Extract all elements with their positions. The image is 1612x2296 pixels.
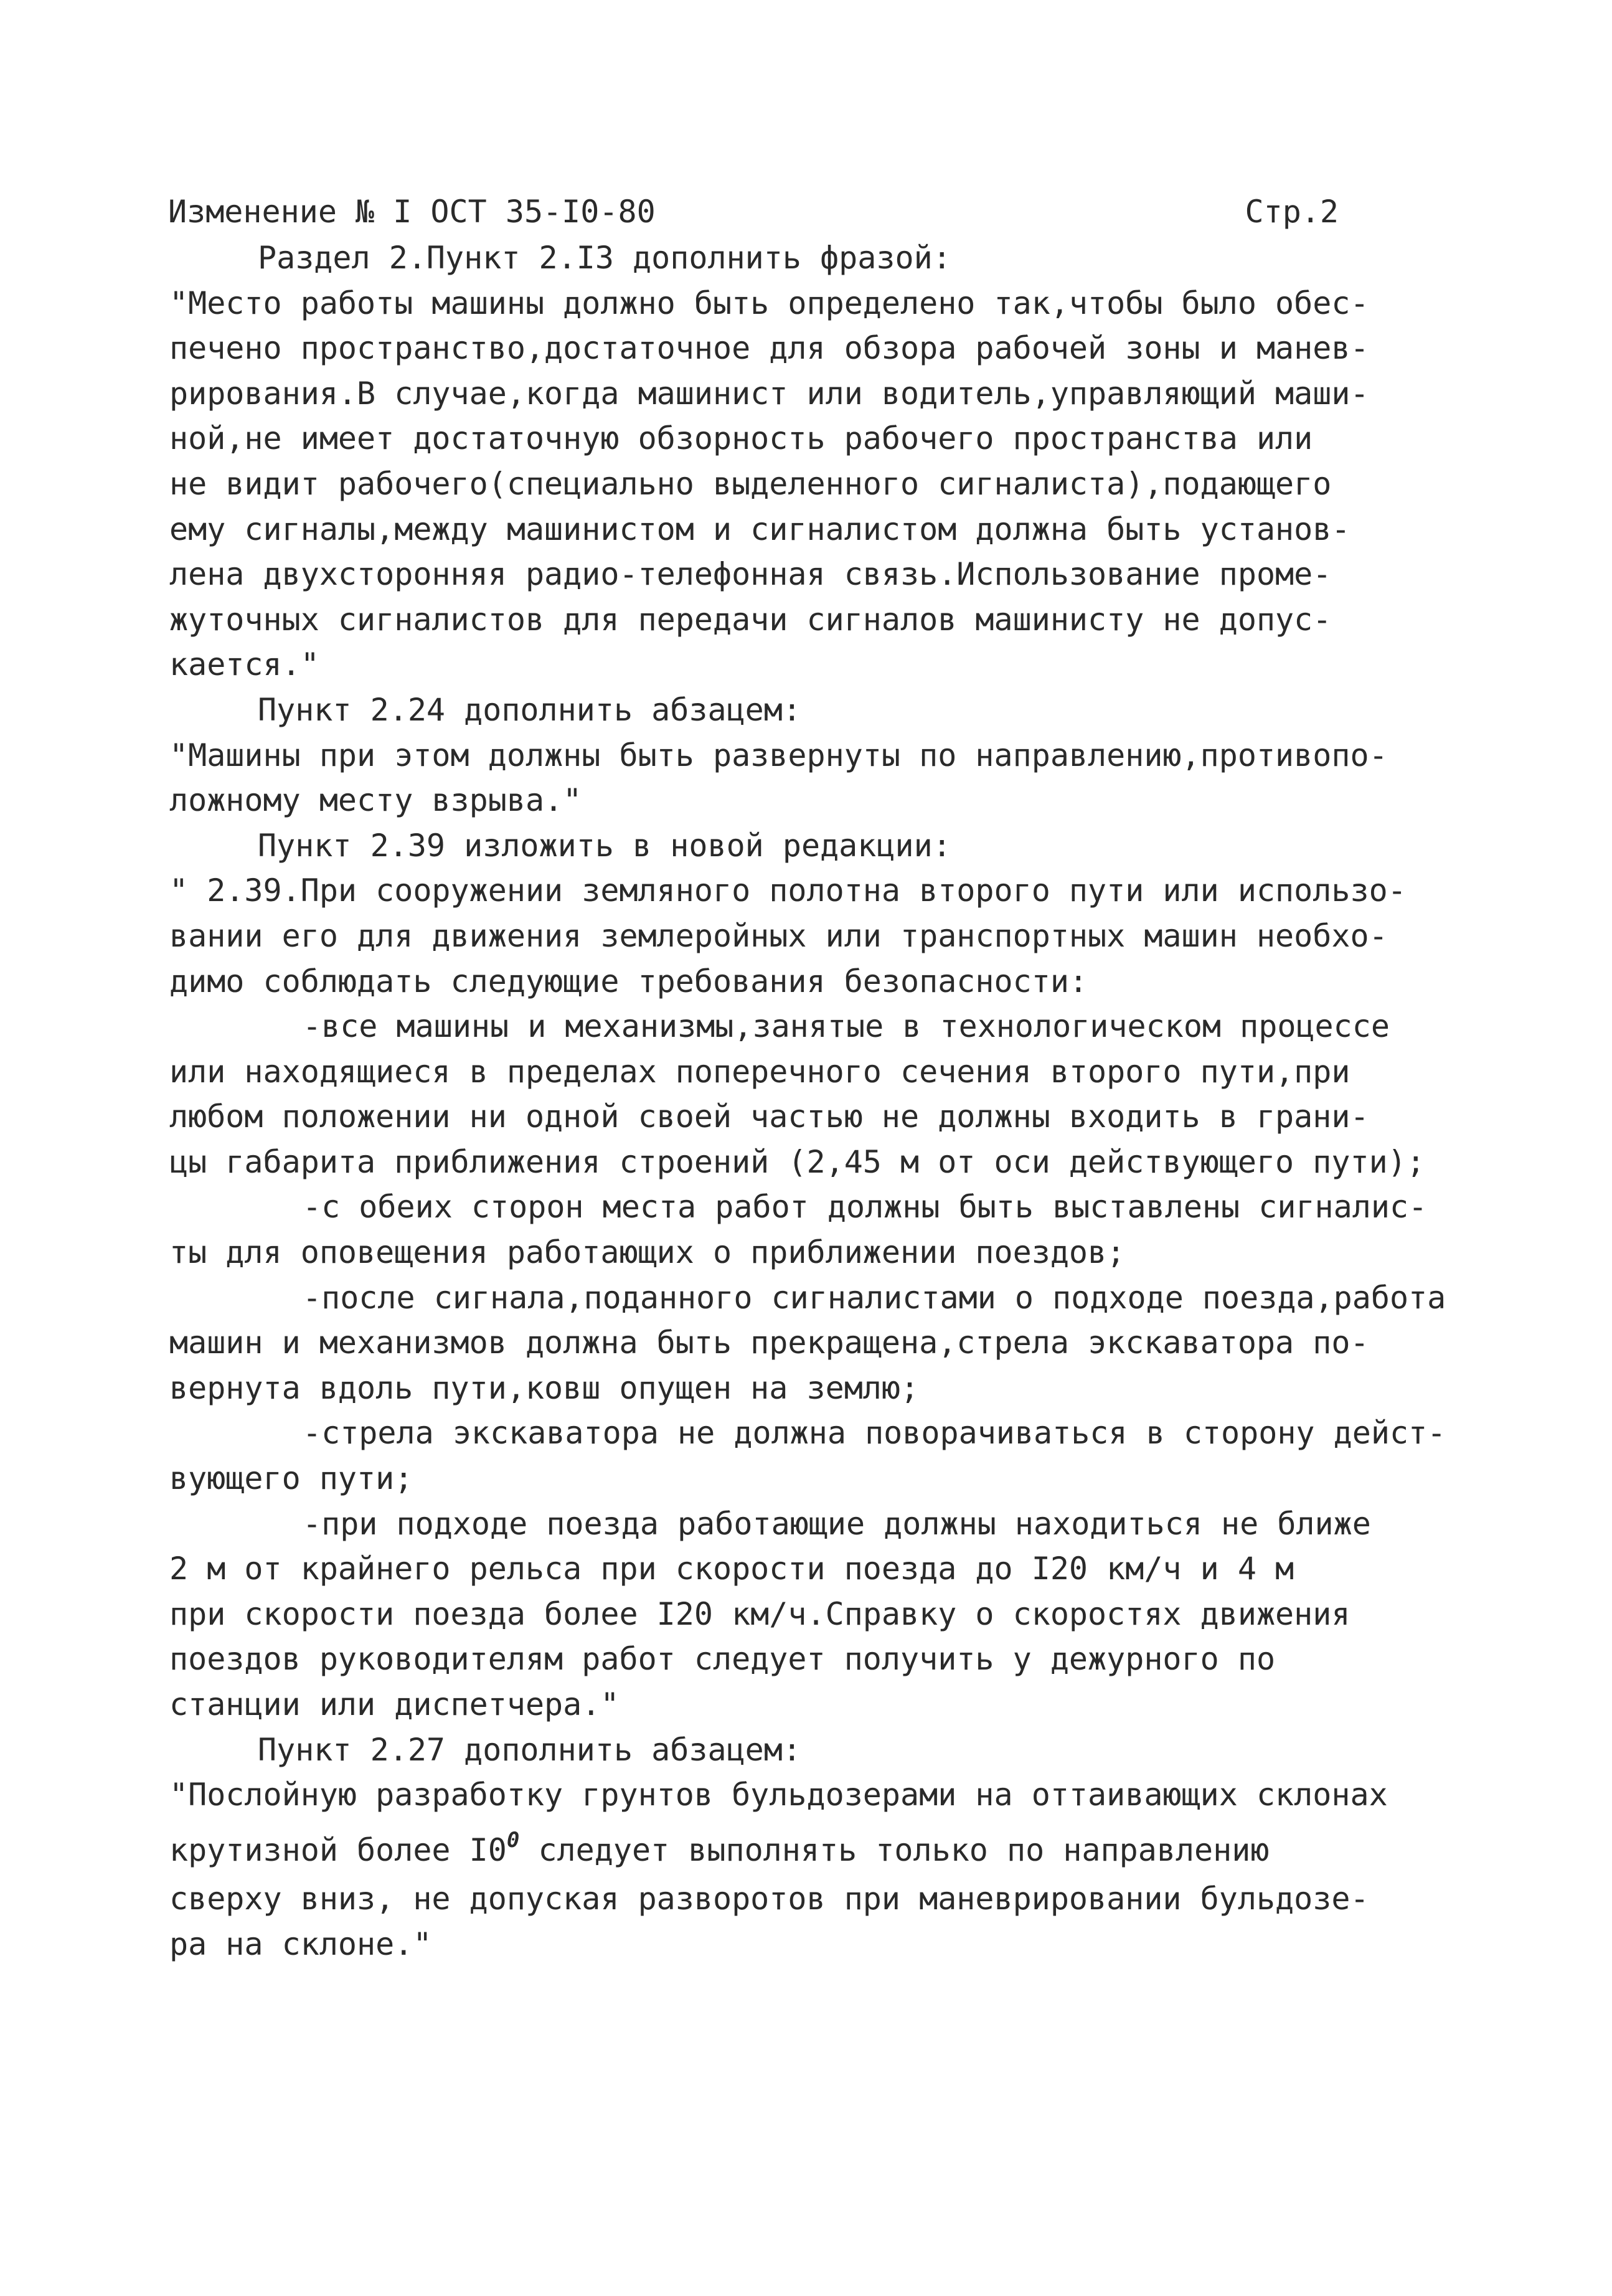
text-line: сверху вниз, не допуская разворотов при маневрировании бульдозе- bbox=[169, 1881, 1369, 1917]
text-line: ра на склоне." bbox=[169, 1925, 432, 1962]
text-line: Раздел 2.Пункт 2.I3 дополнить фразой: bbox=[258, 240, 951, 276]
text-line: станции или диспетчера." bbox=[169, 1686, 620, 1722]
text-line: или находящиеся в пределах поперечного сечения второго пути,при bbox=[169, 1053, 1350, 1090]
text-line: рирования.В случае,когда машинист или водитель,управляющий маши- bbox=[169, 375, 1369, 412]
text-line: вернута вдоль пути,ковш опущен на землю; bbox=[169, 1369, 920, 1406]
text-line: при скорости поезда более I20 км/ч.Справку о скоростях движения bbox=[169, 1595, 1350, 1632]
body-lines-main bbox=[169, 235, 1446, 1818]
text-line: цы габарита приближения строений (2,45 м от оси действующего пути); bbox=[169, 1143, 1425, 1180]
text-line: ты для оповещения работающих о приближении поездов; bbox=[169, 1234, 1126, 1271]
text-line: 2 м от крайнего рельса при скорости поезда до I20 км/ч и 4 м bbox=[169, 1551, 1294, 1587]
text-line: -с обеих сторон места работ должны быть выставлены сигналис- bbox=[303, 1189, 1428, 1226]
text-line: -все машины и механизмы,занятые в технологическом процессе bbox=[303, 1008, 1390, 1045]
text-line: поездов руководителям работ следует получить у дежурного по bbox=[169, 1641, 1276, 1678]
text-line: вующего пути; bbox=[169, 1460, 413, 1497]
text-line: Пункт 2.24 дополнить абзацем: bbox=[258, 691, 801, 728]
text-line: димо соблюдать следующие требования безопасности: bbox=[169, 963, 1088, 999]
page-number: Стр.2 bbox=[1245, 194, 1339, 230]
body-lines-final bbox=[169, 1876, 1415, 1967]
text-line: " 2.39.При сооружении земляного полотна второго пути или использо- bbox=[169, 872, 1407, 909]
text-line: ему сигналы,между машинистом и сигналистом должна быть установ- bbox=[169, 511, 1350, 547]
degree-superscript: 0 bbox=[506, 1827, 520, 1853]
slope-text-before: крутизной более I0 bbox=[169, 1831, 507, 1868]
document-title: Изменение № I ОСТ 35-I0-80 bbox=[168, 194, 656, 230]
text-line: -стрела экскаватора не должна поворачиваться в сторону дейст- bbox=[303, 1415, 1446, 1452]
slope-text-after: следует выполнять только по направлению bbox=[519, 1831, 1270, 1868]
text-line: -после сигнала,поданного сигналистами о подходе поезда,работа bbox=[303, 1279, 1446, 1316]
text-line: кается." bbox=[169, 646, 319, 683]
text-line: вании его для движения землеройных или транспортных машин необхо- bbox=[169, 917, 1388, 954]
text-line: "Место работы машины должно быть определено так,чтобы было обес- bbox=[169, 285, 1369, 321]
text-line: Пункт 2.39 изложить в новой редакции: bbox=[258, 827, 951, 864]
text-line: "Послойную разработку грунтов бульдозерами на оттаивающих склонах bbox=[169, 1777, 1388, 1813]
text-line: жуточных сигналистов для передачи сигналов машинисту не допус- bbox=[169, 601, 1332, 638]
page-header bbox=[168, 187, 1339, 237]
text-line-slope bbox=[169, 1818, 1415, 1868]
text-line: Пункт 2.27 дополнить абзацем: bbox=[258, 1731, 801, 1768]
text-line: ложному месту взрыва." bbox=[169, 782, 582, 819]
text-line: ной,не имеет достаточную обзорность рабочего пространства или bbox=[169, 420, 1313, 457]
text-line: печено пространство,достаточное для обзора рабочей зоны и манев- bbox=[169, 330, 1369, 367]
text-line: "Машины при этом должны быть развернуты по направлению,противопо- bbox=[169, 737, 1388, 773]
text-line: -при подходе поезда работающие должны находиться не ближе bbox=[303, 1505, 1371, 1542]
text-line: лена двухсторонняя радио-телефонная связь.Использование проме- bbox=[169, 556, 1332, 593]
text-line: любом положении ни одной своей частью не должны входить в грани- bbox=[169, 1098, 1369, 1135]
text-line: не видит рабочего(специально выделенного сигналиста),подающего bbox=[169, 465, 1332, 502]
text-line: машин и механизмов должна быть прекращена,стрела экскаватора по- bbox=[169, 1325, 1369, 1361]
document-body bbox=[169, 235, 1446, 1967]
